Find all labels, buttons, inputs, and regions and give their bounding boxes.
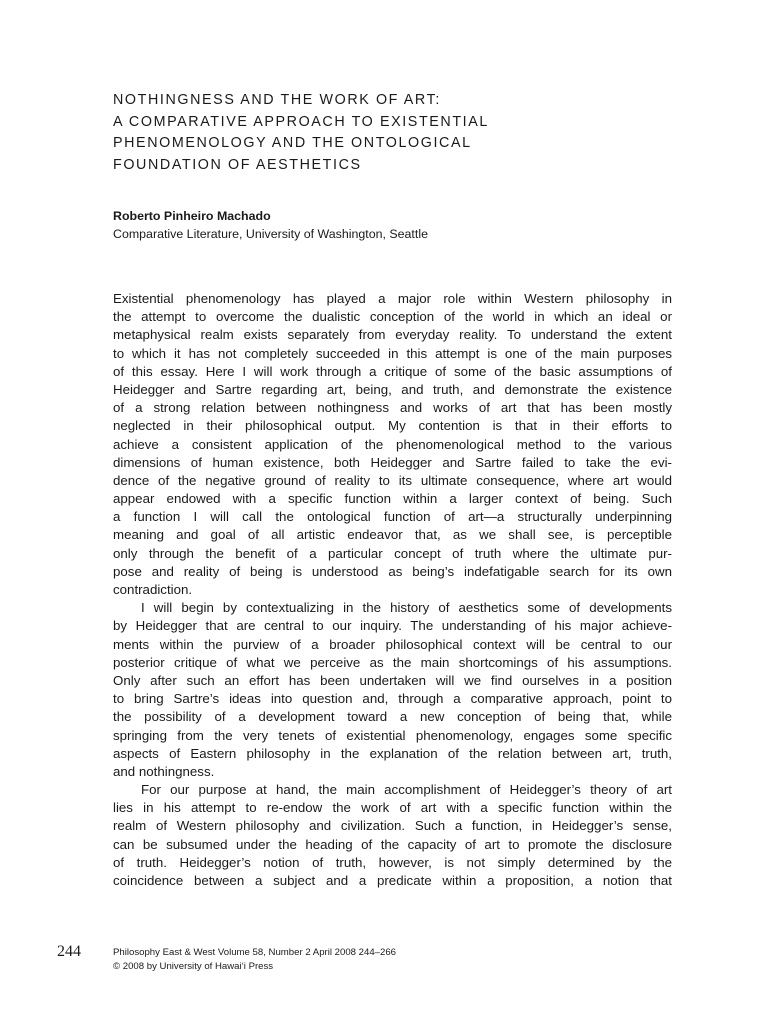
body-line: Only after such an effort has been undertaken will we find ourselves in a position	[113, 672, 672, 688]
body-line: ments within the purview of a broader philosophical context will be central to our	[113, 636, 672, 652]
body-line: springing from the very tenets of existential phenomenology, engages some specific	[113, 727, 672, 743]
title-line: PHENOMENOLOGY AND THE ONTOLOGICAL	[113, 135, 472, 151]
body-line: coincidence between a subject and a predicate within a proposition, a notion that	[113, 873, 672, 888]
body-line: pose and reality of being is understood as being’s indefatigable search for its own	[113, 563, 672, 579]
author-affiliation: Comparative Literature, University of Washington, Seattle	[113, 227, 428, 241]
body-line: dimensions of human existence, both Heidegger and Sartre failed to take the evi-	[113, 454, 672, 470]
body-line: to bring Sartre’s ideas into question and, through a comparative approach, point to	[113, 691, 672, 707]
body-line: achieve a consistent application of the phenomenological method to the various	[113, 436, 672, 452]
body-line: a function I will call the ontological function of art—a structurally underpinning	[113, 509, 672, 525]
body-line: by Heidegger that are central to our inquiry. The understanding of his major achieve-	[113, 618, 672, 634]
body-line: For our purpose at hand, the main accomplishment of Heidegger’s theory of art	[141, 782, 672, 798]
body-line: of a strong relation between nothingness and works of art that has been mostly	[113, 400, 672, 416]
title-line: A COMPARATIVE APPROACH TO EXISTENTIAL	[113, 113, 489, 130]
journal-line: Philosophy East & West Volume 58, Number 2 April 2008 244–266	[113, 947, 397, 958]
body-line: meaning and goal of all artistic endeavor that, as we shall see, is perceptible	[113, 527, 672, 543]
body-line: the possibility of a development toward a new conception of being that, while	[113, 709, 672, 725]
body-line: contradiction.	[113, 582, 193, 597]
article-body	[113, 290, 672, 890]
author-name: Roberto Pinheiro Machado	[113, 209, 271, 223]
body-line: metaphysical realm exists separately from everyday reality. To understand the extent	[113, 327, 672, 343]
journal-citation	[113, 946, 396, 974]
title-line: NOTHINGNESS AND THE WORK OF ART:	[113, 92, 441, 108]
body-line: of this essay. Here I will work through a critique of some of the basic assumptions of	[113, 363, 672, 379]
body-line: Heidegger and Sartre regarding art, being, and truth, and demonstrate the existence	[113, 381, 672, 397]
copyright-line: © 2008 by University of Hawai‘i Press	[113, 961, 274, 972]
body-line: lies in his attempt to re-endow the work of art with a specific function within the	[113, 800, 672, 816]
body-line: of truth. Heidegger’s notion of truth, however, is not simply determined by the	[113, 854, 672, 870]
body-line: can be subsumed under the heading of the capacity of art to promote the disclosure	[113, 836, 672, 852]
body-line: aspects of Eastern philosophy in the explanation of the relation between art, truth,	[113, 745, 672, 761]
page-number: 244	[57, 943, 81, 960]
body-line: to which it has not completely succeeded in this attempt is one of the main purposes	[113, 345, 672, 361]
body-line: realm of Western philosophy and civilization. Such a function, in Heidegger’s sense,	[113, 818, 672, 834]
article-title	[113, 90, 673, 176]
body-line: appear endowed with a specific function within a larger context of being. Such	[113, 491, 672, 507]
body-line: Existential phenomenology has played a major role within Western philosophy in	[113, 291, 672, 306]
body-line: dence of the negative ground of reality to its ultimate consequence, where art would	[113, 472, 672, 488]
body-line: I will begin by contextualizing in the history of aesthetics some of developments	[141, 600, 672, 616]
body-line: posterior critique of what we perceive as the main shortcomings of his assumptions.	[113, 654, 672, 670]
body-line: the attempt to overcome the dualistic conception of the world in which an ideal or	[113, 309, 672, 325]
body-line: only through the benefit of a particular concept of truth where the ultimate pur-	[113, 545, 672, 561]
body-line: and nothingness.	[113, 763, 215, 779]
title-line: FOUNDATION OF AESTHETICS	[113, 156, 362, 173]
body-line: neglected in their philosophical output. My contention is that in their efforts to	[113, 418, 672, 434]
